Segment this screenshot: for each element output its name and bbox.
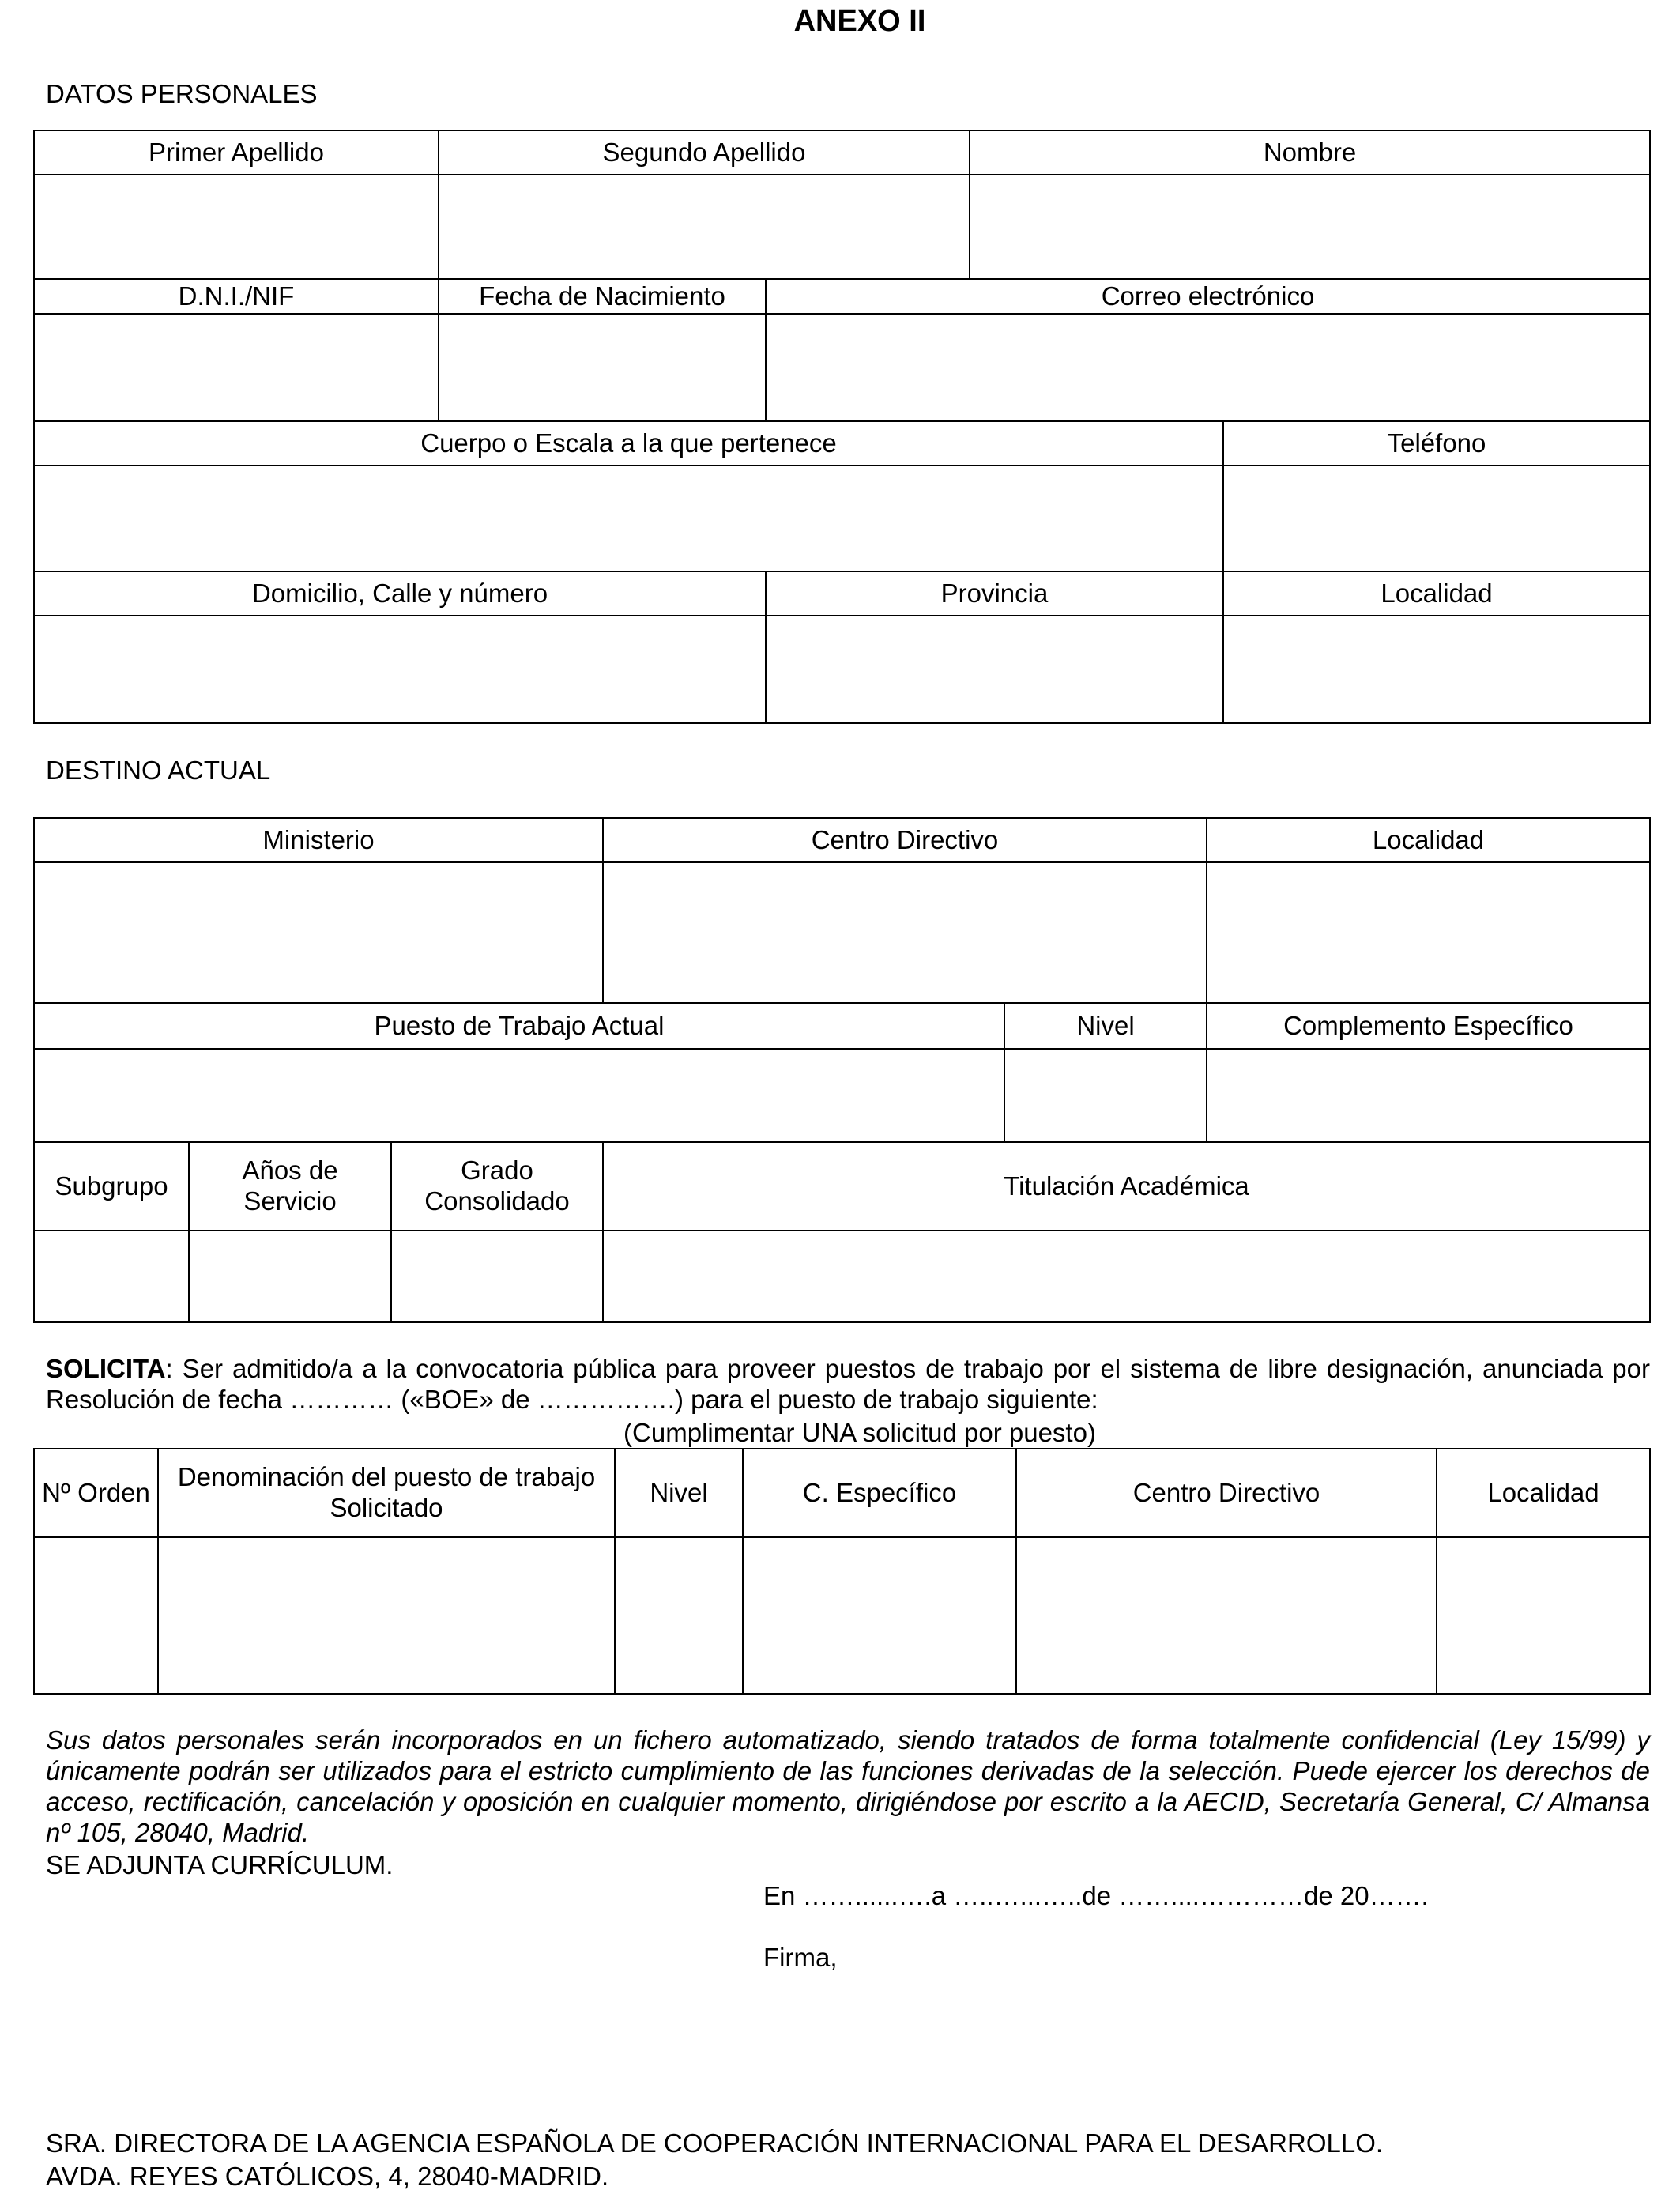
field-primer-apellido[interactable] [34, 175, 439, 279]
label-localidad-destino: Localidad [1207, 818, 1650, 862]
solicita-label: SOLICITA [46, 1354, 166, 1383]
label-subgrupo: Subgrupo [34, 1142, 189, 1231]
field-correo-electronico[interactable] [766, 314, 1650, 421]
field-subgrupo[interactable] [34, 1231, 189, 1322]
section-heading-datos-personales: DATOS PERSONALES [46, 79, 318, 108]
field-grado-consolidado[interactable] [391, 1231, 603, 1322]
field-denominacion-puesto[interactable] [158, 1537, 615, 1694]
field-complemento-especifico[interactable] [1207, 1049, 1650, 1142]
label-provincia: Provincia [766, 571, 1223, 616]
solicita-note: (Cumplimentar UNA solicitud por puesto) [623, 1418, 1096, 1447]
label-segundo-apellido: Segundo Apellido [439, 130, 970, 175]
personal-data-table-cuerpo [33, 420, 1651, 572]
field-puesto-trabajo-actual[interactable] [34, 1049, 1004, 1142]
label-cuerpo-escala: Cuerpo o Escala a la que pertenece [34, 421, 1223, 466]
label-correo-electronico: Correo electrónico [766, 279, 1650, 314]
label-nombre: Nombre [970, 130, 1650, 175]
place-date-line[interactable]: En ……......….a …..…...…..de ……....…………de 20……. [763, 1881, 1429, 1910]
header-nivel: Nivel [615, 1449, 743, 1537]
label-puesto-trabajo-actual: Puesto de Trabajo Actual [34, 1003, 1004, 1049]
label-telefono: Teléfono [1223, 421, 1650, 466]
section-heading-destino-actual: DESTINO ACTUAL [46, 756, 271, 785]
field-c-especifico[interactable] [743, 1537, 1016, 1694]
destino-table-subgrupo [33, 1141, 1651, 1323]
addressee-line-1: SRA. DIRECTORA DE LA AGENCIA ESPAÑOLA DE COOPERACIÓN INTERNACIONAL PARA EL DESARROLLO. [46, 2128, 1384, 2158]
adjunta-curriculum: SE ADJUNTA CURRÍCULUM. [46, 1850, 394, 1879]
field-no-orden[interactable] [34, 1537, 158, 1694]
field-segundo-apellido[interactable] [439, 175, 970, 279]
label-dni-nif: D.N.I./NIF [34, 279, 439, 314]
label-complemento-especifico: Complemento Específico [1207, 1003, 1650, 1049]
solicita-paragraph [46, 1353, 1650, 1415]
label-primer-apellido: Primer Apellido [34, 130, 439, 175]
field-fecha-nacimiento[interactable] [439, 314, 766, 421]
field-dni-nif[interactable] [34, 314, 439, 421]
field-provincia[interactable] [766, 616, 1223, 723]
header-localidad: Localidad [1437, 1449, 1650, 1537]
header-centro-directivo: Centro Directivo [1016, 1449, 1437, 1537]
label-centro-directivo: Centro Directivo [603, 818, 1207, 862]
field-cuerpo-escala[interactable] [34, 466, 1223, 571]
label-domicilio: Domicilio, Calle y número [34, 571, 766, 616]
personal-data-table-ids [33, 278, 1651, 422]
field-localidad-destino[interactable] [1207, 862, 1650, 1003]
label-localidad: Localidad [1223, 571, 1650, 616]
header-no-orden: Nº Orden [34, 1449, 158, 1537]
field-localidad-solicitada[interactable] [1437, 1537, 1650, 1694]
destino-table-ministerio [33, 817, 1651, 1004]
privacy-notice: Sus datos personales serán incorporados en un fichero automatizado, siendo tratados de forma totalmente confidencial (Ley 15/99) y únicamente podrán ser utilizados para el estricto cumplimiento de las funciones derivadas de la selección. Puede ejercer los derechos de acceso, rectificación, cancelación y oposición en cualquier momento, dirigiéndose por escrito a la AECID, Secretaría General, C/ Almansa nº 105, 28040, Madrid. [46, 1725, 1650, 1847]
label-grado-consolidado: Grado Consolidado [391, 1142, 603, 1231]
personal-data-table-domicilio [33, 571, 1651, 724]
field-centro-directivo-solicitado[interactable] [1016, 1537, 1437, 1694]
field-nivel-solicitado[interactable] [615, 1537, 743, 1694]
label-fecha-nacimiento: Fecha de Nacimiento [439, 279, 766, 314]
addressee-line-2: AVDA. REYES CATÓLICOS, 4, 28040-MADRID. [46, 2162, 609, 2191]
label-nivel: Nivel [1004, 1003, 1207, 1049]
page-title: ANEXO II [793, 5, 926, 38]
firma-label: Firma, [763, 1943, 838, 1972]
header-denominacion-puesto: Denominación del puesto de trabajo Solicitado [158, 1449, 615, 1537]
field-titulacion-academica[interactable] [603, 1231, 1650, 1322]
field-ministerio[interactable] [34, 862, 603, 1003]
personal-data-table-names [33, 130, 1651, 280]
destino-table-puesto [33, 1002, 1651, 1143]
field-anos-servicio[interactable] [189, 1231, 391, 1322]
label-titulacion-academica: Titulación Académica [603, 1142, 1650, 1231]
puesto-solicitado-table [33, 1448, 1651, 1695]
solicita-text: : Ser admitido/a a la convocatoria pública para proveer puestos de trabajo por el sistema de libre designación, anunciada por Resolución de fecha ………… («BOE» de …………….) para el puesto de trabajo siguiente: [46, 1354, 1650, 1414]
field-telefono[interactable] [1223, 466, 1650, 571]
field-localidad[interactable] [1223, 616, 1650, 723]
field-domicilio[interactable] [34, 616, 766, 723]
header-c-especifico: C. Específico [743, 1449, 1016, 1537]
field-nombre[interactable] [970, 175, 1650, 279]
label-anos-servicio: Años de Servicio [189, 1142, 391, 1231]
field-nivel[interactable] [1004, 1049, 1207, 1142]
field-centro-directivo[interactable] [603, 862, 1207, 1003]
label-ministerio: Ministerio [34, 818, 603, 862]
